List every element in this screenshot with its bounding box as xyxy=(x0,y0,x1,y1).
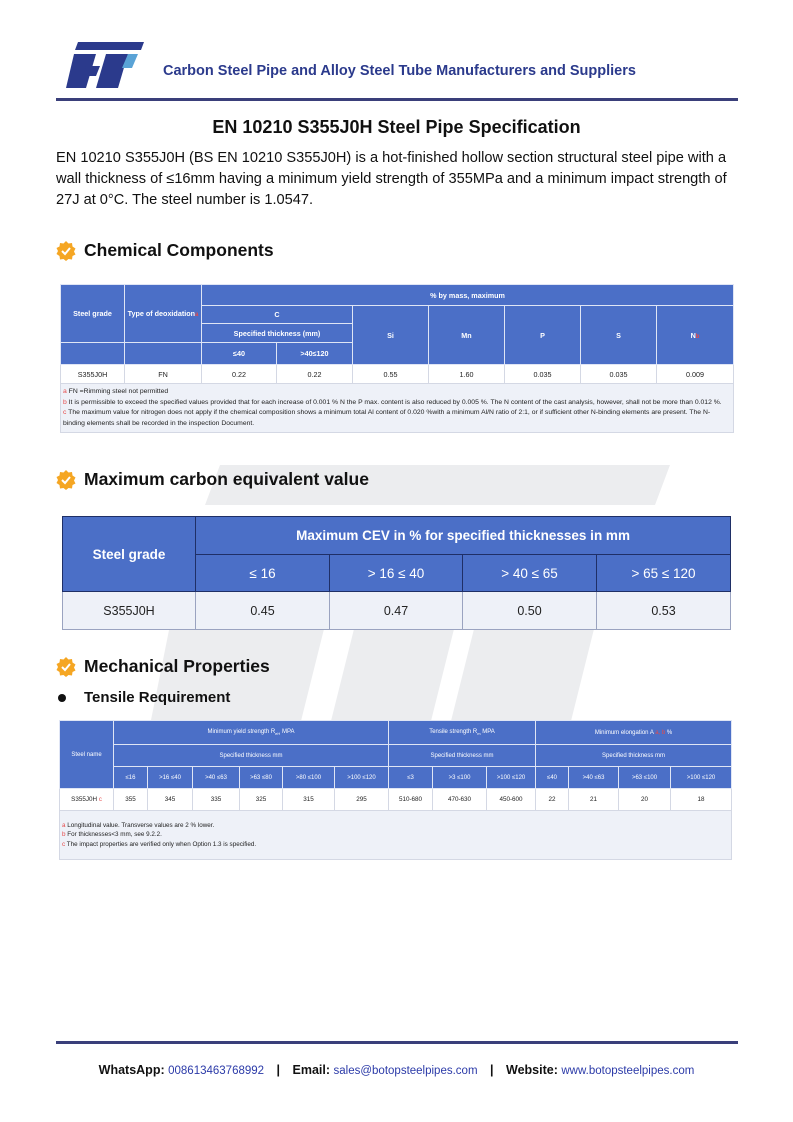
cell: 0.035 xyxy=(505,365,581,384)
table-notes: a Longitudinal value. Transverse values are 2 % lower. b For thicknesses<3 mm, see 9.2.2. c The impact properties are verified only when Option 1.3 is specified. xyxy=(60,811,732,860)
subsection-title: Tensile Requirement xyxy=(84,689,231,706)
h-col: >80 ≤100 xyxy=(283,767,335,789)
cell: 0.55 xyxy=(353,365,429,384)
cell: S355J0H c xyxy=(60,789,114,811)
section-title: Maximum carbon equivalent value xyxy=(84,469,369,489)
h-si: Si xyxy=(353,306,429,365)
h-cev: Maximum CEV in % for specified thicknesses in mm xyxy=(196,517,731,555)
separator: | xyxy=(276,1063,281,1077)
cell: 510-680 xyxy=(389,789,433,811)
section-cev xyxy=(56,469,369,490)
h-col: >40 ≤63 xyxy=(569,767,619,789)
h-spec-thickness: Specified thickness mm xyxy=(536,745,732,767)
email-label: Email: xyxy=(292,1063,331,1077)
cell: FN xyxy=(125,365,202,384)
table-row xyxy=(63,592,731,630)
whatsapp-number[interactable]: 008613463768992 xyxy=(168,1065,265,1077)
page-title: EN 10210 S355J0H Steel Pipe Specification xyxy=(212,117,581,137)
h-deox-blank xyxy=(125,343,202,365)
whatsapp-label: WhatsApp: xyxy=(98,1063,165,1077)
h-steel-grade: Steel grade xyxy=(61,285,125,343)
h-col: >100 ≤120 xyxy=(335,767,389,789)
cell: 345 xyxy=(148,789,193,811)
h-spec-thickness: Specified thickness mm xyxy=(389,745,536,767)
h-col: >63 ≤80 xyxy=(240,767,283,789)
h-col: >40 ≤63 xyxy=(193,767,240,789)
h-col: ≤3 xyxy=(389,767,433,789)
h-steel-grade: Steel grade xyxy=(63,517,196,592)
intro-paragraph: EN 10210 S355J0H (BS EN 10210 S355J0H) is a hot-finished hollow section structural steel pipe with a wall thickness of ≤16mm having a minimum yield strength of 355MPa and a minimum impact strength of 27J at 0°C. The steel number is 1.0547. xyxy=(56,150,727,208)
cell: 315 xyxy=(283,789,335,811)
check-badge-icon xyxy=(56,470,76,490)
h-deoxidation: Type of deoxidationa xyxy=(125,285,202,343)
h-col: > 40 ≤ 65 xyxy=(463,555,597,592)
bullet-icon xyxy=(58,694,66,702)
section-title: Chemical Components xyxy=(84,240,274,260)
h-yield: Minimum yield strength $R_{eH}$ MPA xyxy=(114,721,389,745)
cell: 325 xyxy=(240,789,283,811)
h-col: ≤40 xyxy=(536,767,569,789)
cell: 0.22 xyxy=(277,365,353,384)
footer-rule xyxy=(56,1041,738,1044)
h-col: >3 ≤100 xyxy=(433,767,487,789)
cell: 18 xyxy=(671,789,732,811)
h-40-120: >40≤120 xyxy=(277,343,353,365)
cell: 21 xyxy=(569,789,619,811)
h-p: P xyxy=(505,306,581,365)
h-steel-name: Steel name xyxy=(60,721,114,789)
h-col: >100 ≤120 xyxy=(671,767,732,789)
footer-contact xyxy=(0,1063,793,1077)
table-notes: a FN =Rimming steel not permitted b It is permissible to exceed the specified values provided that for each increase of 0.001 % N the P max. content is also reduced by 0.005 %. The N content of the cast analysis, however, shall not be more than 0.012 %. c The maximum value for nitrogen does not apply if the chemical composition shows a minimum total Al content of 0.020 %with a minimum Al/N ratio of 2:1, or if sufficient other N-binding elements are present. The N-binding elements shall be recorded in the inspection Document. xyxy=(61,384,734,433)
cell: 450-600 xyxy=(487,789,536,811)
h-spec-thickness: Specified thickness mm xyxy=(114,745,389,767)
h-s: S xyxy=(581,306,657,365)
h-col: > 65 ≤ 120 xyxy=(597,555,731,592)
cell: 0.50 xyxy=(463,592,597,630)
website-link[interactable]: www.botopsteelpipes.com xyxy=(561,1065,695,1077)
cell: S355J0H xyxy=(61,365,125,384)
cell: 20 xyxy=(619,789,671,811)
h-col: > 16 ≤ 40 xyxy=(330,555,463,592)
header-rule xyxy=(56,98,738,101)
h-col: ≤16 xyxy=(114,767,148,789)
email-link[interactable]: sales@botopsteelpipes.com xyxy=(333,1065,478,1077)
cell: 0.53 xyxy=(597,592,731,630)
subsection-tensile xyxy=(58,689,230,706)
table-row xyxy=(60,789,732,811)
h-col: >100 ≤120 xyxy=(487,767,536,789)
cell: 0.22 xyxy=(202,365,277,384)
h-col: ≤ 16 xyxy=(196,555,330,592)
h-elongation: Minimum elongation A a, b % xyxy=(536,721,732,745)
cell: 0.47 xyxy=(330,592,463,630)
cell: 295 xyxy=(335,789,389,811)
cell: 470-630 xyxy=(433,789,487,811)
h-steel-grade-blank xyxy=(61,343,125,365)
cell: 22 xyxy=(536,789,569,811)
h-tensile: Tensile strength $R_m$ MPA xyxy=(389,721,536,745)
cell: 355 xyxy=(114,789,148,811)
cell: S355J0H xyxy=(63,592,196,630)
section-title: Mechanical Properties xyxy=(84,656,270,676)
section-chemical xyxy=(56,240,274,261)
cell: 0.45 xyxy=(196,592,330,630)
h-n: Nb xyxy=(657,306,734,365)
section-mechanical xyxy=(56,656,270,677)
cell: 335 xyxy=(193,789,240,811)
h-mass: % by mass, maximum xyxy=(202,285,734,306)
chemical-table xyxy=(60,284,734,433)
h-carbon: C xyxy=(202,306,353,324)
check-badge-icon xyxy=(56,241,76,261)
separator: | xyxy=(490,1063,494,1077)
check-badge-icon xyxy=(56,657,76,677)
cev-table xyxy=(62,516,731,630)
company-tagline: Carbon Steel Pipe and Alloy Steel Tube Manufacturers and Suppliers xyxy=(163,63,636,79)
cell: 1.60 xyxy=(429,365,505,384)
website-label: Website: xyxy=(506,1063,558,1077)
h-mn: Mn xyxy=(429,306,505,365)
h-col: >63 ≤100 xyxy=(619,767,671,789)
h-spec-thickness: Specified thickness (mm) xyxy=(202,324,353,343)
gt-logo-icon xyxy=(66,40,146,90)
h-le40: ≤40 xyxy=(202,343,277,365)
h-col: >16 ≤40 xyxy=(148,767,193,789)
table-row xyxy=(61,365,734,384)
cell: 0.035 xyxy=(581,365,657,384)
tensile-table xyxy=(59,720,732,860)
cell: 0.009 xyxy=(657,365,734,384)
